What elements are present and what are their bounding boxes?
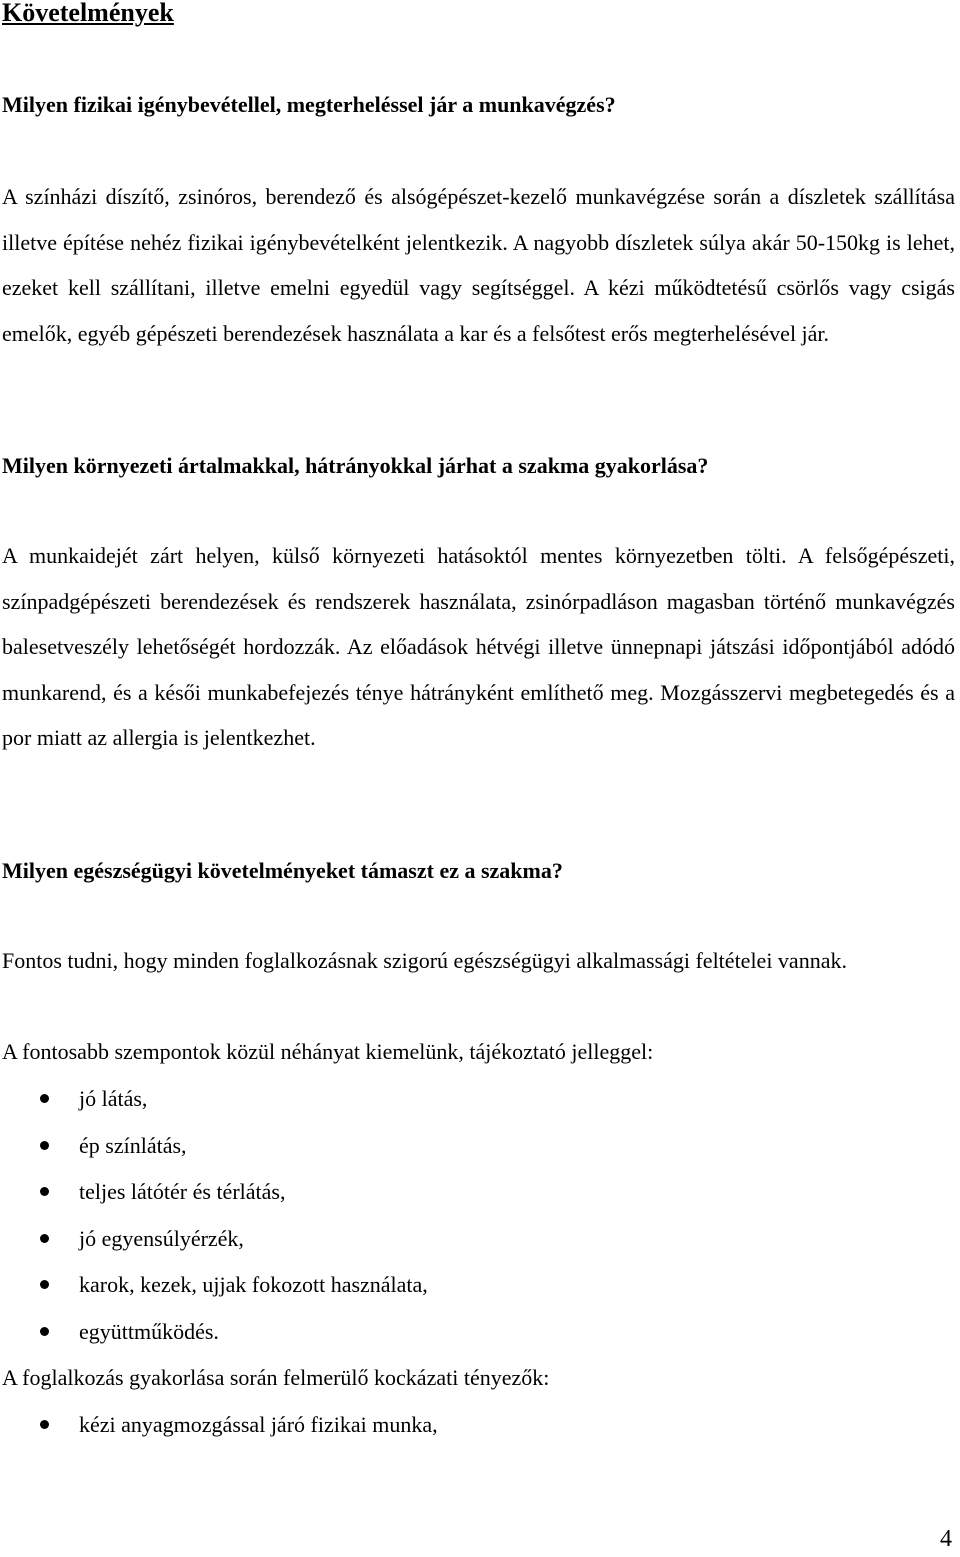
list-intro-aspects: A fontosabb szempontok közül néhányat kiemelünk, tájékoztató jelleggel: [2, 1039, 654, 1064]
page-heading: Követelmények [2, 0, 174, 27]
list-item-label: jó látás, [79, 1086, 148, 1111]
page-number: 4 [940, 1526, 952, 1552]
bullet-icon [40, 1187, 49, 1196]
question-physical-strain: Milyen fizikai igénybevétellel, megterheléssel jár a munkavégzés? [2, 92, 616, 117]
bullet-icon [40, 1094, 49, 1103]
list-intro-risks: A foglalkozás gyakorlása során felmerülő kockázati tényezők: [2, 1365, 550, 1390]
paragraph-environmental-hazards: A munkaidejét zárt helyen, külső környezeti hatásoktól mentes környezetben tölti. A felsőgépészeti, színpadgépészeti berendezések és rendszerek használata, zsinórpadláson magasban történő munkavégzés balesetveszély lehetőségét hordozzák. Az előadások hétvégi illetve ünnepnapi játszási időpontjából adódó munkarend, és a késői munkabefejezés ténye hátrányként említhető meg. Mozgásszervi megbetegedés és a por miatt az allergia is jelentkezhet. [2, 543, 955, 750]
list-item-label: kézi anyagmozgással járó fizikai munka, [79, 1412, 438, 1437]
question-health-requirements: Milyen egészségügyi követelményeket támaszt ez a szakma? [2, 858, 563, 883]
paragraph-physical-strain: A színházi díszítő, zsinóros, berendező és alsógépészet-kezelő munkavégzése során a díszletek szállítása illetve építése nehéz fizikai igénybevételként jelentkezik. A nagyobb díszletek súlya akár 50-150kg is lehet, ezeket kell szállítani, illetve emelni egyedül vagy segítséggel. A kézi működtetésű csörlős vagy csigás emelők, egyéb gépészeti berendezések használata a kar és a felsőtest erős megterhelésével jár. [2, 184, 955, 346]
bullet-icon [40, 1280, 49, 1289]
list-item-label: jó egyensúlyérzék, [79, 1225, 244, 1251]
list-item-label: karok, kezek, ujjak fokozott használata, [79, 1272, 428, 1298]
list-item-label: együttműködés. [79, 1318, 219, 1344]
list-item-label: teljes látótér és térlátás, [79, 1179, 286, 1205]
bullet-icon [40, 1141, 49, 1150]
question-environmental-hazards: Milyen környezeti ártalmakkal, hátrányokkal járhat a szakma gyakorlása? [2, 453, 709, 478]
paragraph-health-requirements: Fontos tudni, hogy minden foglalkozásnak szigorú egészségügyi alkalmassági feltételei vannak. [2, 948, 847, 973]
bullet-icon [40, 1234, 49, 1243]
bullet-icon [40, 1420, 49, 1429]
bullet-icon [40, 1327, 49, 1336]
list-item-label: ép színlátás, [79, 1132, 187, 1158]
